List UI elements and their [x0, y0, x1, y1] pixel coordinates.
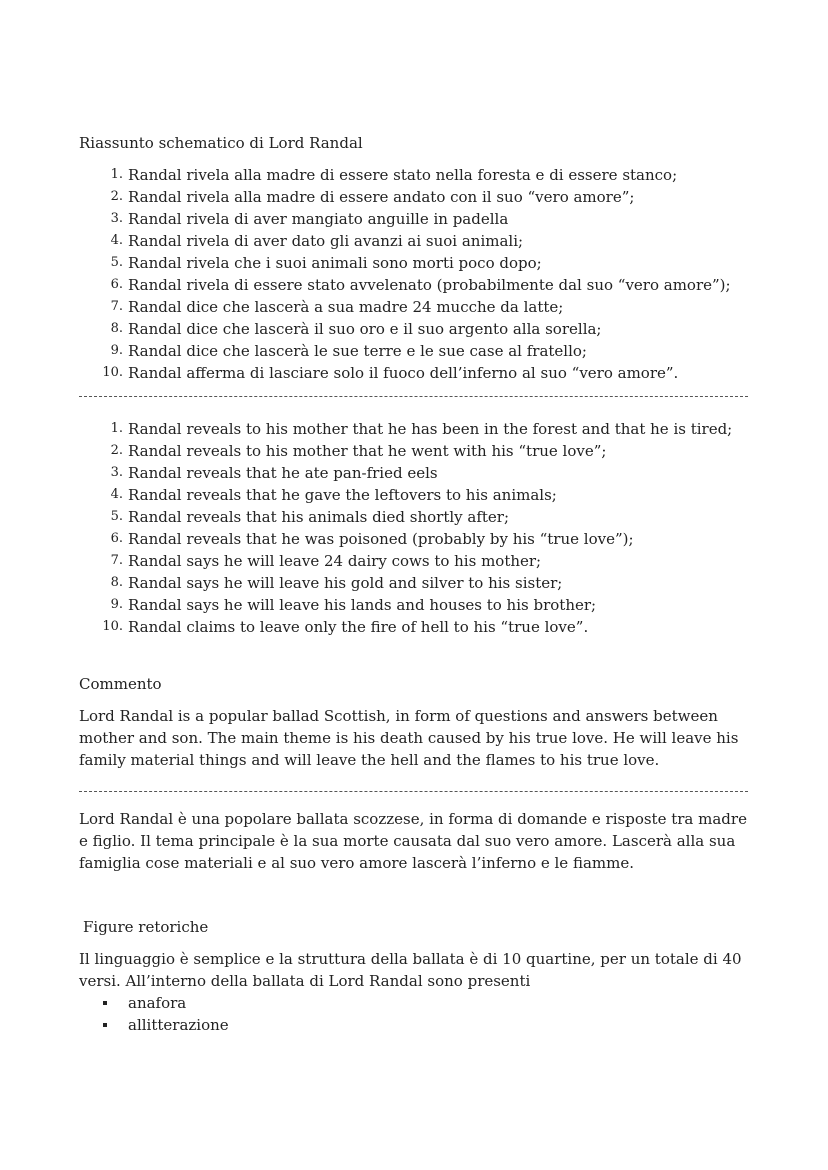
list-item [79, 340, 748, 362]
figure-retoriche-title: Figure retoriche [83, 918, 209, 936]
list-number: 2. [110, 189, 123, 204]
list-text: Randal rivela alla madre di essere andato con il suo “vero amore”; [128, 188, 635, 206]
list-number: 3. [110, 465, 123, 480]
list-number: 1. [110, 421, 123, 436]
list-item [79, 594, 748, 616]
list-item [79, 418, 748, 440]
list-text: Randal rivela alla madre di essere stato nella foresta e di essere stanco; [128, 166, 678, 184]
list-number: 4. [110, 487, 123, 502]
list-text: Randal reveals that he gave the leftovers to his animals; [128, 486, 557, 504]
list-item [79, 208, 748, 230]
list-number: 4. [110, 233, 123, 248]
list-item [79, 318, 748, 340]
list-text: Randal reveals to his mother that he has been in the forest and that he is tired; [128, 420, 733, 438]
list-item [79, 572, 748, 594]
list-number: 9. [110, 343, 123, 358]
commento-italian-paragraph: Lord Randal è una popolare ballata scozzese, in forma di domande e risposte tra madre e figlio. Il tema principale è la sua morte causata dal suo vero amore. Lascerà alla sua famiglia cose materiali e al suo vero amore lascerà l’inferno e le fiamme. [79, 810, 747, 872]
list-number: 9. [110, 597, 123, 612]
commento-english-paragraph: Lord Randal is a popular ballad Scottish, in form of questions and answers between mother and son. The main theme is his death caused by his true love. He will leave his family material things and will leave the hell and the flames to his true love. [79, 707, 739, 769]
list-number: 8. [110, 321, 123, 336]
list-text: Randal says he will leave his lands and houses to his brother; [128, 596, 597, 614]
list-number: 10. [102, 619, 123, 634]
list-number: 1. [110, 167, 123, 182]
list-number: 7. [110, 299, 123, 314]
list-text: Randal rivela di aver dato gli avanzi ai suoi animali; [128, 232, 524, 250]
dashed-divider [79, 396, 748, 397]
list-item [79, 164, 748, 186]
list-item [79, 230, 748, 252]
dashed-divider [79, 791, 748, 792]
english-summary-list [79, 418, 748, 638]
list-item [79, 362, 748, 384]
list-item [79, 1014, 748, 1036]
list-text: Randal dice che lascerà le sue terre e le sue case al fratello; [128, 342, 587, 360]
list-number: 2. [110, 443, 123, 458]
list-number: 7. [110, 553, 123, 568]
list-text: Randal reveals that he ate pan-fried eels [128, 464, 438, 482]
list-item [79, 506, 748, 528]
list-text: Randal rivela di aver mangiato anguille in padella [128, 210, 509, 228]
list-text: Randal says he will leave his gold and silver to his sister; [128, 574, 563, 592]
list-text: Randal afferma di lasciare solo il fuoco dell’inferno al suo “vero amore”. [128, 364, 679, 382]
list-text: Randal dice che lascerà il suo oro e il suo argento alla sorella; [128, 320, 602, 338]
list-number: 10. [102, 365, 123, 380]
list-text: allitterazione [128, 1016, 229, 1034]
list-text: Randal reveals that he was poisoned (probably by his “true love”); [128, 530, 634, 548]
list-item [79, 992, 748, 1014]
bullet-icon [103, 1001, 107, 1005]
figure-retoriche-paragraph: Il linguaggio è semplice e la struttura della ballata è di 10 quartine, per un totale di 40 versi. All’interno della ballata di Lord Randal sono presenti [79, 950, 742, 990]
list-text: anafora [128, 994, 187, 1012]
list-item [79, 440, 748, 462]
list-text: Randal reveals to his mother that he went with his “true love”; [128, 442, 607, 460]
list-item [79, 550, 748, 572]
list-text: Randal claims to leave only the fire of hell to his “true love”. [128, 618, 589, 636]
summary-title: Riassunto schematico di Lord Randal [79, 134, 363, 152]
list-number: 6. [110, 277, 123, 292]
list-item [79, 274, 748, 296]
commento-title: Commento [79, 675, 162, 693]
list-number: 6. [110, 531, 123, 546]
list-number: 5. [110, 509, 123, 524]
list-item [79, 186, 748, 208]
list-text: Randal reveals that his animals died shortly after; [128, 508, 510, 526]
list-text: Randal rivela di essere stato avvelenato (probabilmente dal suo “vero amore”); [128, 276, 731, 294]
list-number: 8. [110, 575, 123, 590]
bullet-icon [103, 1023, 107, 1027]
list-item [79, 462, 748, 484]
list-text: Randal says he will leave 24 dairy cows to his mother; [128, 552, 542, 570]
list-item [79, 296, 748, 318]
list-item [79, 616, 748, 638]
list-number: 5. [110, 255, 123, 270]
list-item [79, 252, 748, 274]
list-item [79, 484, 748, 506]
italian-summary-list [79, 164, 748, 384]
list-number: 3. [110, 211, 123, 226]
list-item [79, 528, 748, 550]
figure-retoriche-list [79, 992, 748, 1036]
list-text: Randal rivela che i suoi animali sono morti poco dopo; [128, 254, 542, 272]
list-text: Randal dice che lascerà a sua madre 24 mucche da latte; [128, 298, 564, 316]
